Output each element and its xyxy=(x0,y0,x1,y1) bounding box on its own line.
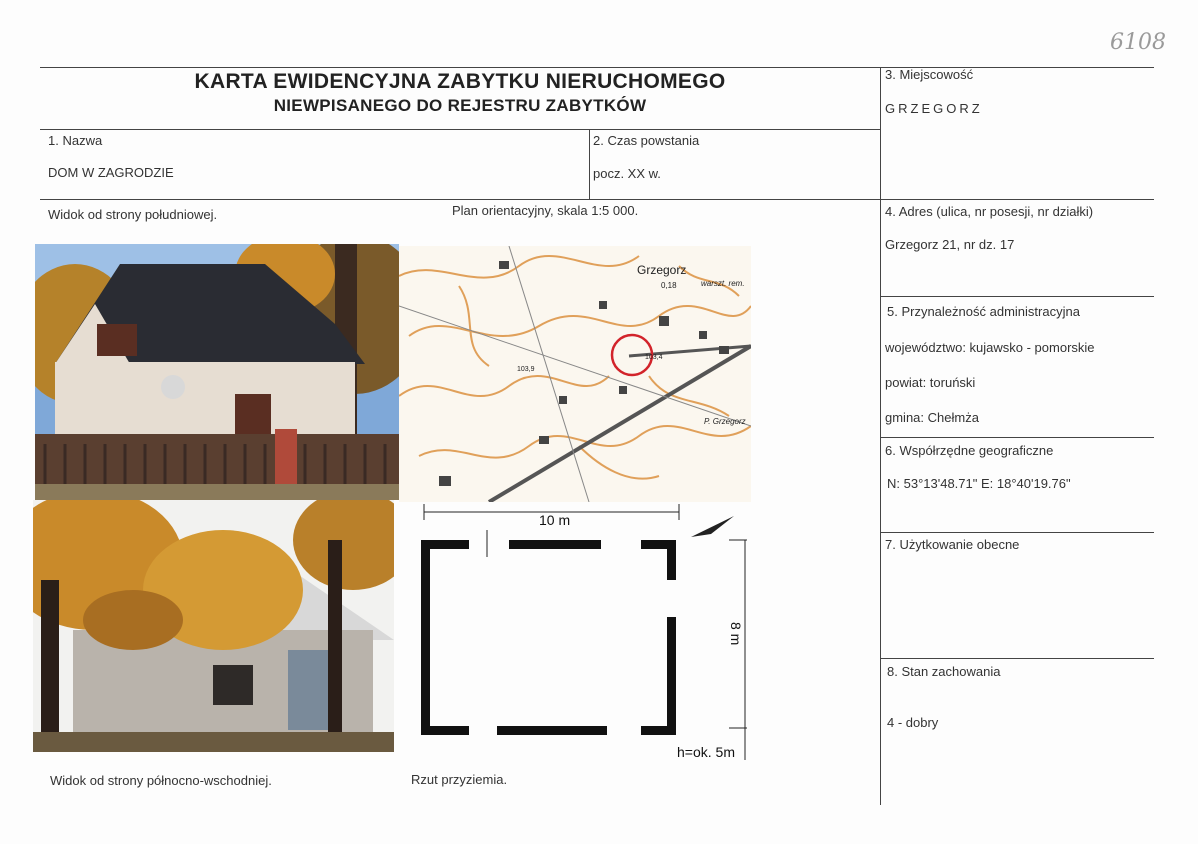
map-place-name: Grzegorz xyxy=(637,263,687,277)
floor-plan xyxy=(399,502,751,764)
czas-powstania-value: pocz. XX w. xyxy=(593,166,661,181)
floor-plan-depth: 8 m xyxy=(728,622,744,646)
map-contours xyxy=(399,256,751,479)
north-arrow-icon xyxy=(691,516,734,537)
name-date-divider xyxy=(589,129,590,199)
photo-south-view xyxy=(35,244,399,500)
archive-number: 6108 xyxy=(1110,30,1166,55)
przynaleznosc-label: 5. Przynależność administracyjna xyxy=(887,304,1080,319)
photo-ne-view xyxy=(33,500,394,752)
wspolrzedne-value: N: 53°13'48.71" E: 18°40'19.76" xyxy=(887,476,1071,491)
caption-ne-view: Widok od strony północno-wschodniej. xyxy=(50,773,272,788)
caption-floor-plan: Rzut przyziemia. xyxy=(411,772,508,787)
floor-plan-width: 10 m xyxy=(539,512,571,528)
admin-bottom-rule xyxy=(880,437,1154,438)
wojewodztwo-value: województwo: kujawsko - pomorskie xyxy=(885,340,1095,355)
miejscowosc-label: 3. Miejscowość xyxy=(885,67,974,82)
wspolrzedne-label: 6. Współrzędne geograficzne xyxy=(885,443,1054,458)
adres-label: 4. Adres (ulica, nr posesji, nr działki) xyxy=(885,204,1094,219)
powiat-value: powiat: toruński xyxy=(885,375,976,390)
map-label-p-grzegorz: P. Grzegorz xyxy=(704,417,746,426)
caption-south-view: Widok od strony południowej. xyxy=(48,207,218,222)
map-elev2: 103,9 xyxy=(517,366,535,373)
floor-plan-height: h=ok. 5m xyxy=(677,744,735,760)
caption-plan: Plan orientacyjny, skala 1:5 000. xyxy=(452,203,639,218)
stan-value: 4 - dobry xyxy=(887,715,939,730)
page-title: KARTA EWIDENCYJNA ZABYTKU NIERUCHOMEGO xyxy=(194,70,726,93)
orientation-map xyxy=(399,246,751,502)
right-column-divider xyxy=(880,67,881,805)
map-elev1: 0,18 xyxy=(661,281,677,290)
usage-bottom-rule xyxy=(880,658,1154,659)
nazwa-label: 1. Nazwa xyxy=(48,133,103,148)
uzytkowanie-label: 7. Użytkowanie obecne xyxy=(885,537,1020,552)
czas-powstania-label: 2. Czas powstania xyxy=(593,133,700,148)
title-bottom-rule xyxy=(40,129,880,130)
coords-bottom-rule xyxy=(880,532,1154,533)
miejscowosc-value: GRZEGORZ xyxy=(885,101,983,116)
top-border xyxy=(40,67,1154,68)
row1-bottom-rule xyxy=(40,199,1154,200)
stan-label: 8. Stan zachowania xyxy=(887,664,1001,679)
page-subtitle: NIEWPISANEGO DO REJESTRU ZABYTKÓW xyxy=(273,96,647,115)
gmina-value: gmina: Chełmża xyxy=(885,410,979,425)
nazwa-value: DOM W ZAGRODZIE xyxy=(48,165,174,180)
adres-value: Grzegorz 21, nr dz. 17 xyxy=(885,237,1015,252)
address-bottom-rule xyxy=(880,296,1154,297)
map-elev3: 103,4 xyxy=(645,354,663,361)
floor-plan-walls xyxy=(421,540,676,735)
map-label-warsztat: warszt. rem. xyxy=(701,279,745,288)
